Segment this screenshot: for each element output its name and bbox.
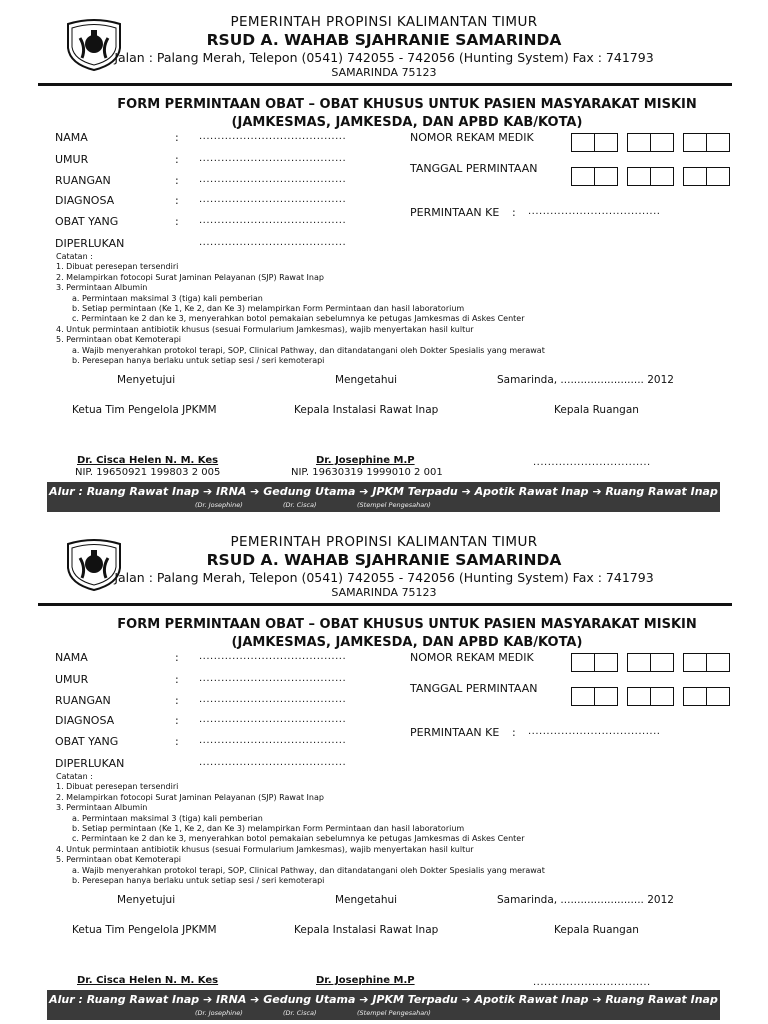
colon: :	[175, 215, 179, 228]
obat-field[interactable]: ........................................	[199, 215, 347, 226]
diagnosa-field[interactable]: ........................................	[199, 194, 347, 205]
note-item: 2. Melampirkan fotocopi Surat Jaminan Pelayanan (SJP) Rawat Inap	[56, 272, 324, 282]
workflow-note: (Dr. Josephine)	[195, 1009, 243, 1017]
signatory-name: Dr. Cisca Helen N. M. Kes	[77, 975, 219, 986]
government-name: PEMERINTAH PROPINSI KALIMANTAN TIMUR	[230, 534, 538, 550]
ketua-title: Ketua Tim Pengelola JPKMM	[72, 924, 217, 936]
form-subtitle: (JAMKESMAS, JAMKESDA, DAN APBD KAB/KOTA)	[231, 115, 583, 130]
colon: :	[512, 206, 516, 219]
hospital-address: Jalan : Palang Merah, Telepon (0541) 742055 - 742056 (Hunting System) Fax : 741793	[114, 50, 654, 65]
notes-section	[56, 252, 545, 366]
note-subitem: b. Setiap permintaan (Ke 1, Ke 2, dan Ke 3) melampirkan Form Permintaan dan hasil laboratorium	[72, 824, 465, 834]
label-obat-yang: OBAT YANG	[55, 735, 119, 748]
colon: :	[175, 673, 179, 686]
menyetujui-label: Menyetujui	[117, 374, 176, 386]
label-ruangan: RUANGAN	[55, 694, 111, 707]
permintaan-ke-field[interactable]: ....................................	[528, 726, 661, 737]
label-ruangan: RUANGAN	[55, 174, 111, 187]
label-permintaan-ke: PERMINTAAN KE	[410, 206, 500, 219]
note-subitem: c. Permintaan ke 2 dan ke 3, menyerahkan botol pemakaian sebelumnya ke petugas Jamkesmas di Askes Center	[72, 834, 525, 844]
kepala-instalasi-title: Kepala Instalasi Rawat Inap	[294, 404, 439, 416]
hospital-name: RSUD A. WAHAB SJAHRANIE SAMARINDA	[206, 31, 562, 49]
note-item: 3. Permintaan Albumin	[56, 283, 148, 293]
colon: :	[175, 194, 179, 207]
signatory-nip: NIP. 19650921 199803 2 005	[75, 467, 221, 478]
workflow-note: (Stempel Pengesahan)	[357, 1009, 431, 1017]
note-subitem: b. Setiap permintaan (Ke 1, Ke 2, dan Ke 3) melampirkan Form Permintaan dan hasil laboratorium	[72, 304, 465, 314]
workflow-note: (Dr. Josephine)	[195, 501, 243, 509]
kepala-ruangan-title: Kepala Ruangan	[554, 924, 639, 936]
form-title: FORM PERMINTAAN OBAT – OBAT KHUSUS UNTUK PASIEN MASYARAKAT MISKIN	[117, 97, 697, 112]
nama-field[interactable]: ........................................	[199, 131, 347, 142]
signatory-name: Dr. Josephine M.P	[316, 455, 415, 466]
nama-field[interactable]: ........................................	[199, 651, 347, 662]
notes-heading: Catatan :	[56, 252, 93, 261]
rekam-medik-boxes[interactable]	[572, 653, 730, 672]
note-item: 2. Melampirkan fotocopi Surat Jaminan Pelayanan (SJP) Rawat Inap	[56, 792, 324, 802]
umur-field[interactable]: ........................................	[199, 153, 347, 164]
label-diperlukan: DIPERLUKAN	[55, 237, 125, 250]
colon: :	[175, 131, 179, 144]
note-item: 5. Permintaan obat Kemoterapi	[56, 855, 181, 865]
hospital-name: RSUD A. WAHAB SJAHRANIE SAMARINDA	[206, 551, 562, 569]
colon: :	[175, 651, 179, 664]
label-tanggal-permintaan: TANGGAL PERMINTAAN	[410, 162, 538, 175]
request-form-bottom	[0, 520, 768, 1024]
kepala-ruangan-signature-line: ................................	[533, 977, 651, 988]
diagnosa-field[interactable]: ........................................	[199, 714, 347, 725]
ruangan-field[interactable]: ........................................	[199, 174, 347, 185]
header-divider	[38, 603, 732, 606]
tanggal-boxes[interactable]	[572, 687, 730, 706]
note-item: 4. Untuk permintaan antibiotik khusus (sesuai Formularium Jamkesmas), wajib menyertakan hasil kultur	[56, 844, 474, 854]
mengetahui-label: Mengetahui	[335, 374, 398, 386]
umur-field[interactable]: ........................................	[199, 673, 347, 684]
colon: :	[175, 694, 179, 707]
colon: :	[175, 153, 179, 166]
note-item: 1. Dibuat peresepan tersendiri	[56, 782, 179, 792]
label-umur: UMUR	[55, 153, 89, 166]
hospital-city: SAMARINDA 75123	[331, 66, 437, 79]
ruangan-field[interactable]: ........................................	[199, 694, 347, 705]
obat-field[interactable]: ........................................	[199, 735, 347, 746]
place-date: Samarinda, ......................... 2012	[497, 894, 674, 906]
workflow-note: (Dr. Cisca)	[283, 501, 317, 509]
form-subtitle: (JAMKESMAS, JAMKESDA, DAN APBD KAB/KOTA)	[231, 635, 583, 650]
note-item: 4. Untuk permintaan antibiotik khusus (sesuai Formularium Jamkesmas), wajib menyertakan hasil kultur	[56, 324, 474, 334]
workflow-text: Alur : Ruang Rawat Inap ➔ IRNA ➔ Gedung Utama ➔ JPKM Terpadu ➔ Apotik Rawat Inap ➔ Ruang Rawat Inap	[49, 993, 718, 1006]
workflow-text: Alur : Ruang Rawat Inap ➔ IRNA ➔ Gedung Utama ➔ JPKM Terpadu ➔ Apotik Rawat Inap ➔ Ruang Rawat Inap	[49, 485, 718, 498]
label-nomor-rekam-medik: NOMOR REKAM MEDIK	[410, 131, 534, 144]
workflow-bar	[47, 482, 720, 512]
colon: :	[175, 714, 179, 727]
menyetujui-label: Menyetujui	[117, 894, 176, 906]
diperlukan-field[interactable]: ........................................	[199, 237, 347, 248]
note-subitem: a. Permintaan maksimal 3 (tiga) kali pemberian	[72, 293, 263, 303]
signatory-name: Dr. Josephine M.P	[316, 975, 415, 986]
label-tanggal-permintaan: TANGGAL PERMINTAAN	[410, 682, 538, 695]
rekam-medik-boxes[interactable]	[572, 133, 730, 152]
notes-section	[56, 772, 545, 886]
label-obat-yang: OBAT YANG	[55, 215, 119, 228]
mengetahui-label: Mengetahui	[335, 894, 398, 906]
place-date: Samarinda, ......................... 2012	[497, 374, 674, 386]
government-name: PEMERINTAH PROPINSI KALIMANTAN TIMUR	[230, 14, 538, 30]
label-nama: NAMA	[55, 651, 88, 664]
signatory-name: Dr. Cisca Helen N. M. Kes	[77, 455, 219, 466]
workflow-note: (Stempel Pengesahan)	[357, 501, 431, 509]
kepala-ruangan-title: Kepala Ruangan	[554, 404, 639, 416]
notes-heading: Catatan :	[56, 772, 93, 781]
ketua-title: Ketua Tim Pengelola JPKMM	[72, 404, 217, 416]
note-subitem: b. Peresepan hanya berlaku untuk setiap sesi / seri kemoterapi	[72, 876, 325, 886]
note-subitem: b. Peresepan hanya berlaku untuk setiap sesi / seri kemoterapi	[72, 356, 325, 366]
hospital-address: Jalan : Palang Merah, Telepon (0541) 742055 - 742056 (Hunting System) Fax : 741793	[114, 570, 654, 585]
signatory-nip: NIP. 19630319 1999010 2 001	[291, 467, 443, 478]
note-item: 5. Permintaan obat Kemoterapi	[56, 335, 181, 345]
header-divider	[38, 83, 732, 86]
label-nama: NAMA	[55, 131, 88, 144]
kepala-instalasi-title: Kepala Instalasi Rawat Inap	[294, 924, 439, 936]
colon: :	[175, 174, 179, 187]
note-subitem: a. Wajib menyerahkan protokol terapi, SOP, Clinical Pathway, dan ditandatangani oleh Dokter Spesialis yang merawat	[72, 345, 545, 355]
note-subitem: a. Wajib menyerahkan protokol terapi, SOP, Clinical Pathway, dan ditandatangani oleh Dokter Spesialis yang merawat	[72, 865, 545, 875]
label-diagnosa: DIAGNOSA	[55, 714, 115, 727]
tanggal-boxes[interactable]	[572, 167, 730, 186]
kepala-ruangan-signature-line: ................................	[533, 457, 651, 468]
note-item: 1. Dibuat peresepan tersendiri	[56, 262, 179, 272]
note-item: 3. Permintaan Albumin	[56, 803, 148, 813]
workflow-note: (Dr. Cisca)	[283, 1009, 317, 1017]
hospital-city: SAMARINDA 75123	[331, 586, 437, 599]
note-subitem: c. Permintaan ke 2 dan ke 3, menyerahkan botol pemakaian sebelumnya ke petugas Jamkesmas di Askes Center	[72, 314, 525, 324]
label-diperlukan: DIPERLUKAN	[55, 757, 125, 770]
permintaan-ke-field[interactable]: ....................................	[528, 206, 661, 217]
diperlukan-field[interactable]: ........................................	[199, 757, 347, 768]
label-nomor-rekam-medik: NOMOR REKAM MEDIK	[410, 651, 534, 664]
colon: :	[512, 726, 516, 739]
form-title: FORM PERMINTAAN OBAT – OBAT KHUSUS UNTUK PASIEN MASYARAKAT MISKIN	[117, 617, 697, 632]
note-subitem: a. Permintaan maksimal 3 (tiga) kali pemberian	[72, 813, 263, 823]
colon: :	[175, 735, 179, 748]
label-permintaan-ke: PERMINTAAN KE	[410, 726, 500, 739]
label-umur: UMUR	[55, 673, 89, 686]
workflow-bar	[47, 990, 720, 1020]
label-diagnosa: DIAGNOSA	[55, 194, 115, 207]
